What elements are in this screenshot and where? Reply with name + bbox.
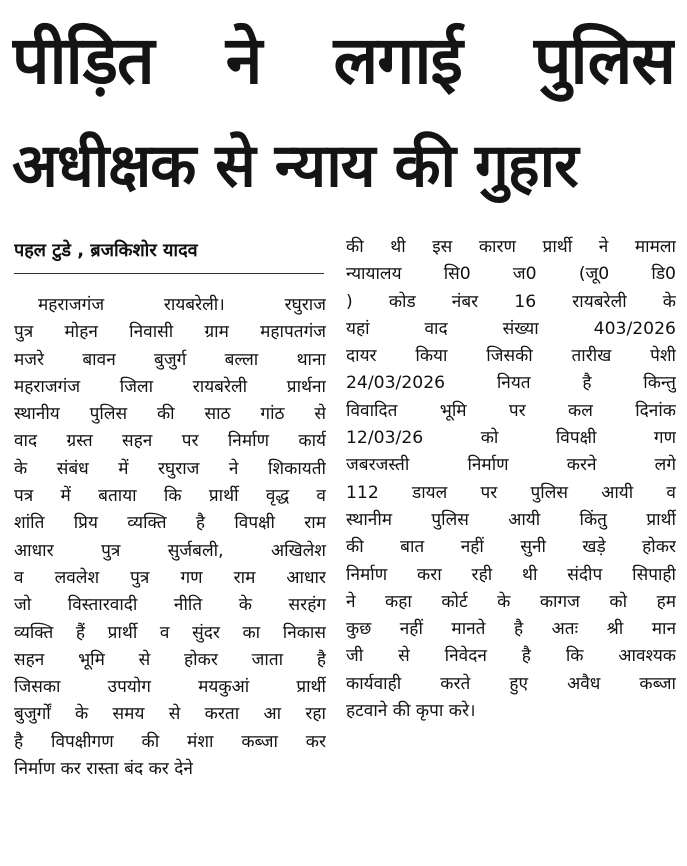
article-line: व्यक्ति हैं प्रार्थी व सुंदर का निकास	[14, 622, 326, 643]
article-line: 112 डायल पर पुलिस आयी व	[346, 482, 676, 503]
article-line: शांति प्रिय व्यक्ति है विपक्षी राम	[14, 513, 326, 534]
headline-line-1	[12, 18, 675, 104]
headline-word: ने	[225, 22, 262, 99]
article-line: वाद ग्रस्त सहन पर निर्माण कार्य	[14, 431, 326, 452]
article-line: निर्माण कर रास्ता बंद कर देने	[14, 759, 193, 780]
article-line: हटवाने की कृपा करे।	[346, 701, 476, 722]
article-line: बुजुर्गों के समय से करता आ रहा	[14, 704, 326, 725]
article-line: व लवलेश पुत्र गण राम आधार	[14, 567, 326, 588]
article-line: ) कोड नंबर 16 रायबरेली के	[346, 291, 676, 312]
article-line: जिसका उपयोग मयकुआं प्रार्थी	[14, 677, 326, 698]
article-line: पुत्र मोहन निवासी ग्राम महापतगंज	[14, 322, 326, 343]
article-column-right	[346, 234, 676, 725]
article-column-left	[14, 292, 326, 783]
article-line: यहां वाद संख्या 403/2026	[346, 318, 676, 339]
article-line: 24/03/2026 नियत है किन्तु	[346, 373, 676, 394]
article-line: है विपक्षीगण की मंशा कब्जा कर	[14, 731, 326, 752]
article-line: महराजगंज जिला रायबरेली प्रार्थना	[14, 376, 326, 397]
article-line: कार्यवाही करते हुए अवैध कब्जा	[346, 673, 676, 694]
article-line: स्थानीय पुलिस की साठ गांठ से	[14, 404, 326, 425]
byline-divider	[14, 273, 324, 274]
article-line: पत्र में बताया कि प्रार्थी वृद्ध व	[14, 486, 326, 507]
article-line: आधार पुत्र सुर्जबली, अखिलेश	[14, 540, 326, 561]
article-line: महराजगंज रायबरेली। रघुराज	[38, 295, 326, 315]
article-line: के संबंध में रघुराज ने शिकायती	[14, 458, 326, 479]
article-line: विवादित भूमि पर कल दिनांक	[346, 400, 676, 421]
article-line: मजरे बावन बुजुर्ग बल्ला थाना	[14, 349, 326, 370]
article-line: जी से निवेदन है कि आवश्यक	[346, 646, 676, 667]
article-line: कुछ नहीं मानते है अतः श्री मान	[346, 619, 676, 640]
article-line: की बात नहीं सुनी खड़े होकर	[346, 537, 676, 558]
article-line: सहन भूमि से होकर जाता है	[14, 649, 326, 670]
article-line: निर्माण करा रही थी संदीप सिपाही	[346, 564, 676, 585]
article-line: दायर किया जिसकी तारीख पेशी	[346, 346, 676, 367]
article-line: जो विस्तारवादी नीति के सरहंग	[14, 595, 326, 616]
article-line: की थी इस कारण प्रार्थी ने मामला	[346, 237, 676, 257]
article-line: स्थानीम पुलिस आयी किंतु प्रार्थी	[346, 509, 676, 530]
article-line: ने कहा कोर्ट के कागज को हम	[346, 591, 676, 612]
article-line: न्यायालय सि0 ज0 (जू0 डि0	[346, 264, 676, 285]
headline-line-2: अधीक्षक से न्याय की गुहार	[12, 131, 578, 201]
article-line: जबरजस्ती निर्माण करने लगे	[346, 455, 676, 476]
headline-word: पीड़ित	[12, 22, 154, 99]
headline-word: पुलिस	[534, 22, 675, 99]
byline: पहल टुडे , ब्रजकिशोर यादव	[14, 240, 198, 261]
article-line: 12/03/26 को विपक्षी गण	[346, 428, 676, 449]
headline-word: लगाई	[333, 22, 462, 99]
